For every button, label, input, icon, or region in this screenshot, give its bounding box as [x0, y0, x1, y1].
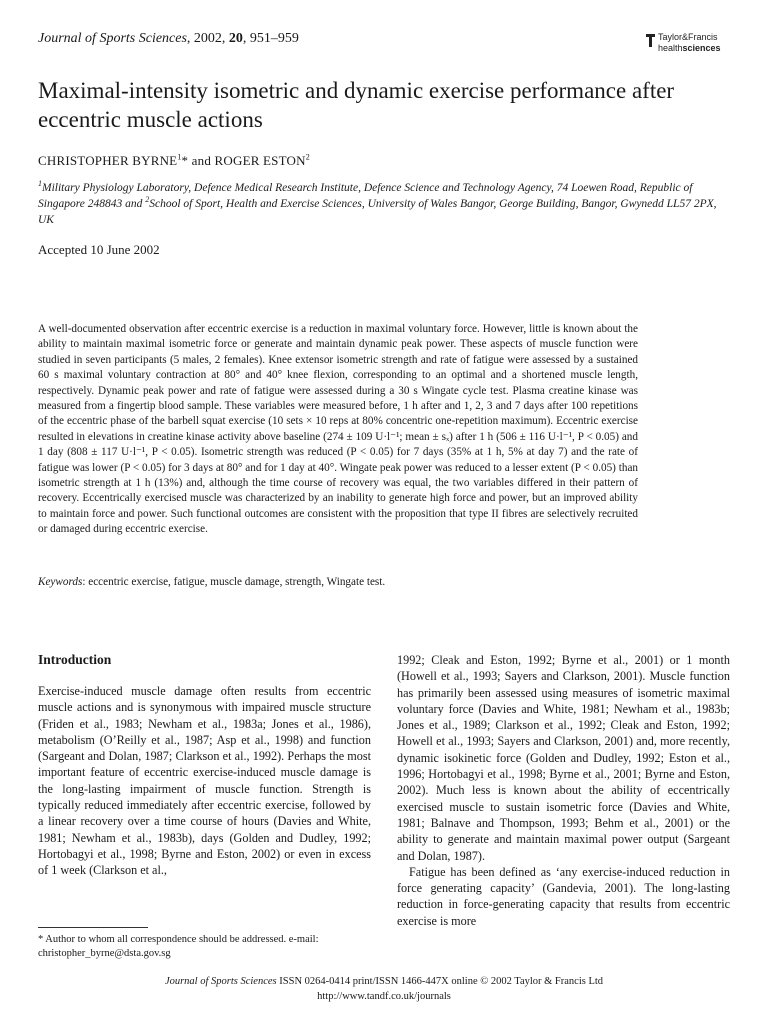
affiliation-1-mark: 1 — [38, 179, 42, 189]
publisher-logo-icon — [646, 34, 655, 47]
journal-volume: 20 — [228, 31, 243, 46]
author-line — [38, 153, 310, 169]
keywords-list: : eccentric exercise, fatigue, muscle damage, strength, Wingate test. — [82, 576, 386, 588]
author-2: ROGER ESTON — [214, 153, 306, 168]
publisher-logo-line1: Taylor&Francis — [658, 32, 718, 42]
journal-pages: , 951–959 — [242, 31, 299, 46]
journal-year: , 2002, — [186, 31, 229, 46]
affiliation-2: School of Sport, Health and Exercise Sciences, University of Wales Bangor, George Building, Bangor, Gwynedd LL57 2PX, UK — [38, 198, 717, 226]
publisher-logo-line2 — [658, 43, 721, 53]
author-2-affiliation-mark: 2 — [305, 152, 310, 162]
author-1-affiliation-mark: 1 — [177, 152, 182, 162]
body-column-left — [38, 683, 371, 879]
intro-paragraph-2: Fatigue has been defined as ‘any exercise-induced reduction in force generating capacity’ (Gandevia, 2001). The long-lasting reduction in force-generating capacity that results from eccentric exercise is more — [397, 864, 730, 928]
publisher-logo — [646, 31, 736, 53]
corresponding-author-mark: * — [181, 153, 189, 168]
author-1: CHRISTOPHER BYRNE — [38, 153, 178, 168]
author-conjunction: and — [188, 153, 215, 168]
affiliations — [38, 180, 718, 228]
keywords-label: Keywords — [38, 576, 83, 588]
accepted-date: Accepted 10 June 2002 — [38, 242, 160, 257]
body-column-right — [397, 652, 730, 929]
affiliation-2-mark: 2 — [145, 195, 150, 205]
intro-paragraph-1: Exercise-induced muscle damage often results from eccentric muscle actions and is synonymous with impaired muscle structure (Friden et al., 1983; Newham et al., 1983a; Jones et al., 1986), metabolism (O’Reilly et al., 1987; Asp et al., 1998) and function (Sargeant and Dolan, 1987; Clarkson et al., 1992). Perhaps the most important feature of eccentric exercise-induced muscle damage is the long-lasting impairment of muscle function. Strength is typically reduced immediately after eccentric exercise, followed by a linear recovery over a time course of hours (Davies and White, 1981; Newham et al., 1983b), days (Golden and Dudley, 1992; Hortobagyi et al., 1998; Byrne and Eston, 2002) or even in excess of 1 week (Clarkson et al., — [38, 684, 371, 878]
affiliation-1: Military Physiology Laboratory, Defence Medical Research Institute, Defence Science and Technology Agency, 74 Loewen Road, Republic of Singapore 248843 and — [38, 182, 693, 210]
footer-url[interactable]: http://www.tandf.co.uk/journals — [317, 991, 451, 1002]
journal-name: Journal of Sports Sciences — [38, 31, 187, 46]
publisher-logo-prefix: health — [658, 43, 683, 53]
footnote-divider — [38, 927, 148, 928]
introduction-heading: Introduction — [38, 652, 112, 667]
abstract: A well-documented observation after eccentric exercise is a reduction in maximal voluntary force. However, little is known about the ability to maintain maximal isometric force or generate and maintain dynamic peak power. These aspects of muscle function were studied in seven participants (5 males, 2 females). Knee extensor isometric strength and rate of fatigue were assessed by a sustained 60 s maximal voluntary contraction at 80° and 40° knee flexion, corresponding to an optimal and a shortened muscle length, respectively. Dynamic peak power and rate of fatigue were assessed during a 30 s Wingate cycle test. Plasma creatine kinase was measured from a fingertip blood sample. These variables were measured before, 1 h after and 1, 2, 3 and 7 days after 100 repetitions of the eccentric phase of the barbell squat exercise (10 sets × 10 reps at 80% concentric one-repetition maximum). Eccentric exercise resulted in elevations in creatine kinase activity above baseline (274 ± 109 U·l⁻¹; mean ± sₓ) after 1 h (506 ± 116 U·l⁻¹, P < 0.05) and 1 day (808 ± 117 U·l⁻¹, P < 0.05). Isometric strength was reduced (P < 0.05) for 7 days (35% at 1 h, 5% at day 7) and the rate of fatigue was lower (P < 0.05) for 3 days at 80° and for 1 day at 40°. Wingate peak power was reduced to a lesser extent (P < 0.05) than isometric strength at 1 h (13%) and, although the time course of recovery was equal, the two variables differed in their pattern of recovery. Eccentrically exercised muscle was characterized by an inability to generate high force and power, but an improved ability to maintain force and power. Such functional outcomes are consistent with the proposition that type II fibres are selectively recruited or damaged during eccentric exercise. — [38, 323, 638, 536]
footer-issn: ISSN 0264-0414 print/ISSN 1466-447X online © 2002 Taylor & Francis Ltd — [276, 976, 604, 987]
footer-journal-name: Journal of Sports Sciences — [164, 976, 277, 987]
journal-citation-header — [38, 31, 299, 47]
keywords — [38, 575, 638, 590]
correspondence-footnote: * Author to whom all correspondence should be addressed. e-mail: christopher_byrne@dsta.gov.sg — [38, 934, 319, 959]
paper-title: Maximal-intensity isometric and dynamic exercise performance after eccentric muscle actions — [38, 78, 675, 132]
intro-paragraph-1-continued: 1992; Cleak and Eston, 1992; Byrne et al., 2001) or 1 month (Howell et al., 1993; Sayers and Clarkson, 2001). Muscle function has primarily been assessed using measures of isometric maximal voluntary force (Davies and White, 1981; Newham et al., 1983b; Jones et al., 1989; Clarkson et al., 1992; Cleak and Eston, 1992; Howell et al., 1993; Sayers and Clarkson, 2001) and, more recently, dynamic isokinetic force (Golden and Dudley, 1992; Eston et al., 1996; Hortobagyi et al., 1998; Byrne et al., 2001; Byrne and Eston, 2002). Much less is known about the ability of eccentrically exercised muscle to sustain isometric force (Davies and White, 1981; Balnave and Thompson, 1993; Behm et al., 2001) or the ability to generate and maintain maximal power output (Sargeant and Dolan, 1987). — [397, 653, 730, 863]
publisher-logo-bold: sciences — [682, 43, 721, 53]
footer-issn-line — [0, 976, 768, 987]
